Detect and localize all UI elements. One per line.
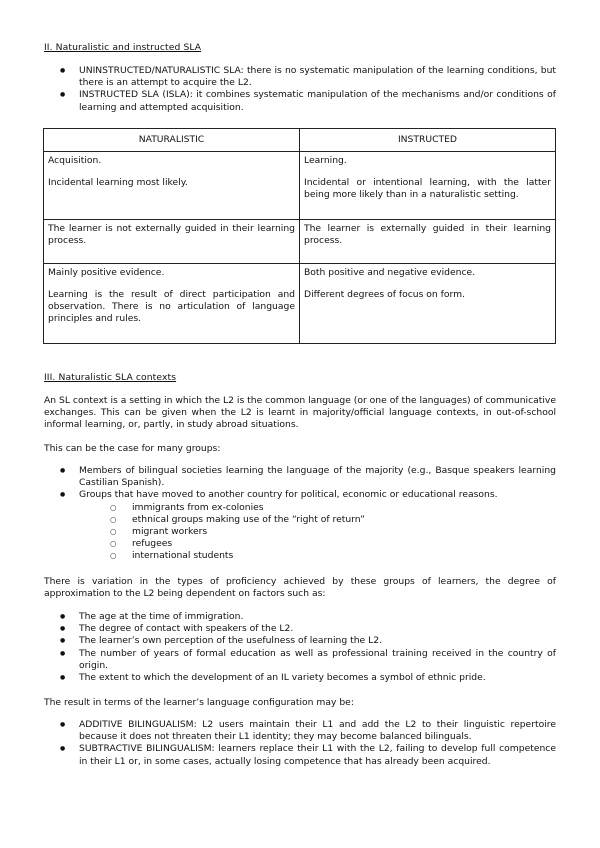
results-bullet-list	[44, 719, 556, 768]
list-item: ○ migrant workers	[44, 526, 556, 538]
bullet-uninstructed-sla: ● UNINSTRUCTED/NATURALISTIC SLA: there is no systematic manipulation of the learning conditions, but there is an attempt to acquire the L2.	[44, 65, 556, 89]
list-item-subtractive-bilingualism: ● SUBTRACTIVE BILINGUALISM: learners replace their L1 with the L2, failing to develop full competence in their L1 or, in some cases, actually losing competence that has already been acquired.	[44, 743, 556, 767]
cell-text: Incidental learning most likely.	[48, 176, 188, 188]
table-cell	[300, 152, 556, 220]
list-item: ● Members of bilingual societies learning the language of the majority (e.g., Basque speakers learning Castilian Spanish).	[44, 465, 556, 489]
list-item: ● The degree of contact with speakers of the L2.	[44, 623, 556, 635]
bullet-instructed-sla: ● INSTRUCTED SLA (ISLA): it combines systematic manipulation of the mechanisms and/or conditions of learning and attempted acquisition.	[44, 89, 556, 113]
variation-intro-paragraph: There is variation in the types of proficiency achieved by these groups of learners, the degree of approximation to the L2 being dependent on factors such as:	[44, 576, 556, 600]
cell-text: Both positive and negative evidence.	[304, 267, 476, 279]
header-naturalistic: NATURALISTIC	[44, 129, 300, 152]
list-item: ● The extent to which the development of an IL variety becomes a symbol of ethnic pride.	[44, 672, 556, 684]
list-item: ○ ethnical groups making use of the “right of return”	[44, 514, 556, 526]
groups-bullet-list	[44, 465, 556, 563]
list-item: ○ international students	[44, 550, 556, 562]
header-instructed: INSTRUCTED	[300, 129, 556, 152]
cell-text: Different degrees of focus on form.	[304, 288, 466, 300]
cell-text: Mainly positive evidence.	[48, 267, 165, 279]
list-item: ○ immigrants from ex-colonies	[44, 502, 556, 514]
table-cell	[44, 220, 300, 264]
list-item: ● The number of years of formal education as well as professional training received in the country of origin.	[44, 648, 556, 672]
list-item	[44, 489, 556, 562]
factors-bullet-list	[44, 611, 556, 684]
result-intro-paragraph: The result in terms of the learner’s language configuration may be:	[44, 697, 354, 708]
table-cell	[300, 264, 556, 344]
list-item-additive-bilingualism: ● ADDITIVE BILINGUALISM: L2 users maintain their L1 and add the L2 to their linguistic repertoire because it does not threaten their L1 identity; they may become balanced bilinguals.	[44, 719, 556, 743]
table-row	[44, 220, 556, 264]
cell-text: The learner is not externally guided in their learning process.	[48, 223, 295, 247]
section-3-intro-paragraph: An SL context is a setting in which the L2 is the common language (or one of the languages) of communicative exchanges. This can be given when the L2 is learnt in majority/official language contexts, in out-of-school informal learning, or, partly, in study abroad situations.	[44, 395, 557, 431]
cell-text: Incidental or intentional learning, with the latter being more likely than in a naturalistic setting.	[304, 176, 551, 201]
section-3-heading: III. Naturalistic SLA contexts	[44, 372, 177, 383]
section-2-heading: II. Naturalistic and instructed SLA	[44, 42, 202, 53]
table-header-row	[44, 129, 556, 152]
cell-text: Learning is the result of direct participation and observation. There is no articulation of language principles and rules.	[48, 288, 295, 325]
comparison-table	[43, 128, 556, 344]
list-item: ● The age at the time of immigration.	[44, 611, 556, 623]
table-row	[44, 264, 556, 344]
list-item: ○ refugees	[44, 538, 556, 550]
groups-intro-paragraph: This can be the case for many groups:	[44, 443, 221, 454]
cell-text: Acquisition.	[48, 155, 102, 167]
section-2-bullet-list	[44, 65, 556, 114]
cell-text: Learning.	[304, 155, 347, 167]
table-row	[44, 152, 556, 220]
table-cell	[44, 152, 300, 220]
cell-text: The learner is externally guided in their learning process.	[304, 223, 551, 247]
table-cell	[300, 220, 556, 264]
table-cell	[44, 264, 300, 344]
subgroups-list	[44, 502, 556, 563]
list-item-text: Groups that have moved to another country for political, economic or educational reasons.	[79, 489, 498, 501]
list-item: ● The learner’s own perception of the usefulness of learning the L2.	[44, 635, 556, 647]
